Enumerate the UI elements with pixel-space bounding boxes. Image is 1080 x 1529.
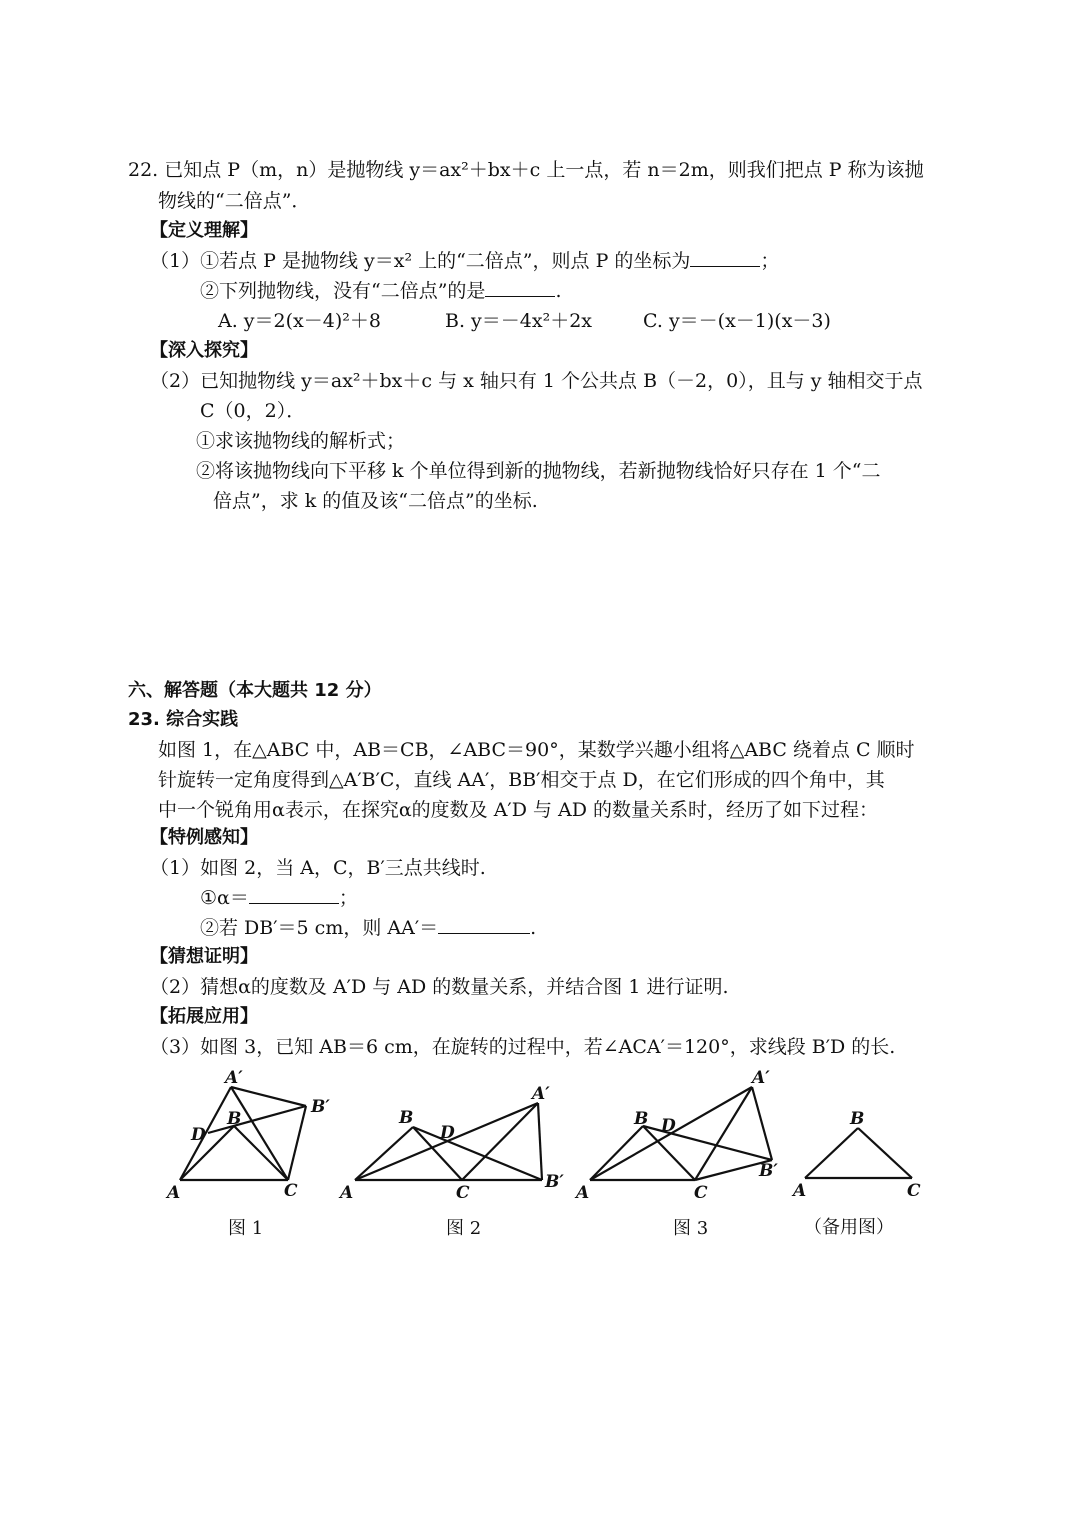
q23-title: 23. 综合实践 [128, 709, 239, 730]
fig4-label-b: B [850, 1109, 865, 1129]
q23-section-conjecture: 【猜想证明】 [150, 946, 258, 967]
fig1-line-a1b1 [231, 1087, 306, 1106]
q22-part2c: ①求该抛物线的解析式； [196, 430, 406, 452]
fig2-label-a1: A′ [532, 1084, 550, 1104]
q23-intro2: 针旋转一定角度得到△A′B′C，直线 AA′，BB′相交于点 D，在它们形成的四个角中，其 [158, 769, 885, 791]
q22-part1b-text: ②下列抛物线，没有“二倍点”的是 [200, 280, 486, 302]
q23-part2: （2）猜想α的度数及 A′D 与 AD 的数量关系，并结合图 1 进行证明. [150, 976, 729, 998]
q22-option-a: A. y＝2(x－4)²＋8 [218, 310, 381, 332]
fig1-label-a1: A′ [225, 1068, 243, 1088]
q22-line2: 物线的“二倍点”． [158, 190, 311, 212]
fig1-label-c: C [284, 1181, 298, 1201]
fig1-line-a1c [231, 1087, 288, 1180]
fig3-label-a: A [576, 1183, 590, 1203]
q23-section-special: 【特例感知】 [150, 827, 258, 848]
fig1-line-ab [180, 1126, 234, 1180]
fig2-line-ab [355, 1127, 413, 1180]
q22-part1a-text: （1）①若点 P 是抛物线 y＝x² 上的“二倍点”，则点 P 的坐标为 [150, 250, 691, 272]
figure-spare-lines [805, 1128, 912, 1178]
fig3-label-b: B [634, 1109, 649, 1129]
fig3-line-a1b1 [752, 1087, 772, 1160]
q22-part2a: （2）已知抛物线 y＝ax²＋bx＋c 与 x 轴只有 1 个公共点 B（－2，0），且与 y 轴相交于点 [150, 370, 923, 392]
q23-section-extend: 【拓展应用】 [150, 1006, 258, 1027]
figure-spare-caption: （备用图） [804, 1217, 894, 1238]
q22-line1: 22. 已知点 P（m，n）是抛物线 y＝ax²＋bx＋c 上一点，若 n＝2m，则我们把点 P 称为该抛 [128, 159, 924, 181]
fig1-label-a: A [167, 1183, 181, 1203]
fig4-line-ab [805, 1128, 858, 1178]
figure-2-caption: 图 2 [446, 1218, 482, 1239]
q23-intro3: 中一个锐角用α表示，在探究α的度数及 A′D 与 AD 的数量关系时，经历了如下过程： [158, 799, 879, 821]
q22-part1a-end: ； [760, 250, 780, 272]
fig1-line-b1c [288, 1106, 306, 1180]
fig4-line-bc [858, 1128, 912, 1178]
fig2-label-c: C [456, 1183, 470, 1203]
fig2-label-b: B [399, 1108, 414, 1128]
figure-3-lines [590, 1087, 772, 1180]
fig1-label-b1: B′ [311, 1097, 330, 1117]
fig4-label-c: C [907, 1181, 921, 1201]
q23-part1a-end: ； [338, 887, 358, 909]
fig2-label-a: A [340, 1183, 354, 1203]
q22-section-definition: 【定义理解】 [150, 220, 258, 241]
fig2-label-d: D [440, 1123, 455, 1143]
fig1-label-d: D [191, 1125, 206, 1145]
q22-part2e: 倍点”，求 k 的值及该“二倍点”的坐标. [213, 490, 538, 512]
fig2-line-a1b1 [538, 1103, 542, 1180]
q23-part1a-text: ①α＝ [200, 887, 249, 909]
q22-part1b-end: . [555, 280, 562, 302]
q22-section-explore: 【深入探究】 [150, 340, 258, 361]
fig2-line-a1c [462, 1103, 538, 1180]
q22-option-c: C. y＝－(x－1)(x－3) [643, 310, 831, 332]
q23-part1b-text: ②若 DB′＝5 cm，则 AA′＝ [200, 917, 439, 939]
q23-intro1: 如图 1，在△ABC 中，AB＝CB，∠ABC＝90°，某数学兴趣小组将△ABC 绕着点 C 顺时 [158, 739, 915, 761]
fig1-label-b: B [227, 1109, 242, 1129]
q22-part2b: C（0，2）． [200, 400, 306, 422]
fig2-line-bb1 [413, 1127, 542, 1180]
fig3-label-c: C [694, 1183, 708, 1203]
fig2-label-b1: B′ [545, 1172, 564, 1192]
q22-part2d: ②将该抛物线向下平移 k 个单位得到新的抛物线，若新抛物线恰好只存在 1 个“二 [196, 460, 881, 482]
fig3-label-b1: B′ [759, 1161, 778, 1181]
q23-part3: （3）如图 3，已知 AB＝6 cm，在旋转的过程中，若∠ACA′＝120°，求线段 B′D 的长. [150, 1036, 896, 1058]
fig3-line-a1c [695, 1087, 752, 1180]
figure-1-caption: 图 1 [228, 1218, 264, 1239]
fig3-label-a1: A′ [752, 1068, 770, 1088]
fig4-label-a: A [793, 1181, 807, 1201]
section6-heading: 六、解答题（本大题共 12 分） [128, 680, 382, 701]
q23-part1: （1）如图 2，当 A，C，B′三点共线时. [150, 857, 486, 879]
figure-3-caption: 图 3 [673, 1218, 709, 1239]
q23-part1b-end: . [530, 917, 537, 939]
fig3-label-d: D [661, 1116, 676, 1136]
q22-option-b: B. y＝－4x²＋2x [445, 310, 592, 332]
